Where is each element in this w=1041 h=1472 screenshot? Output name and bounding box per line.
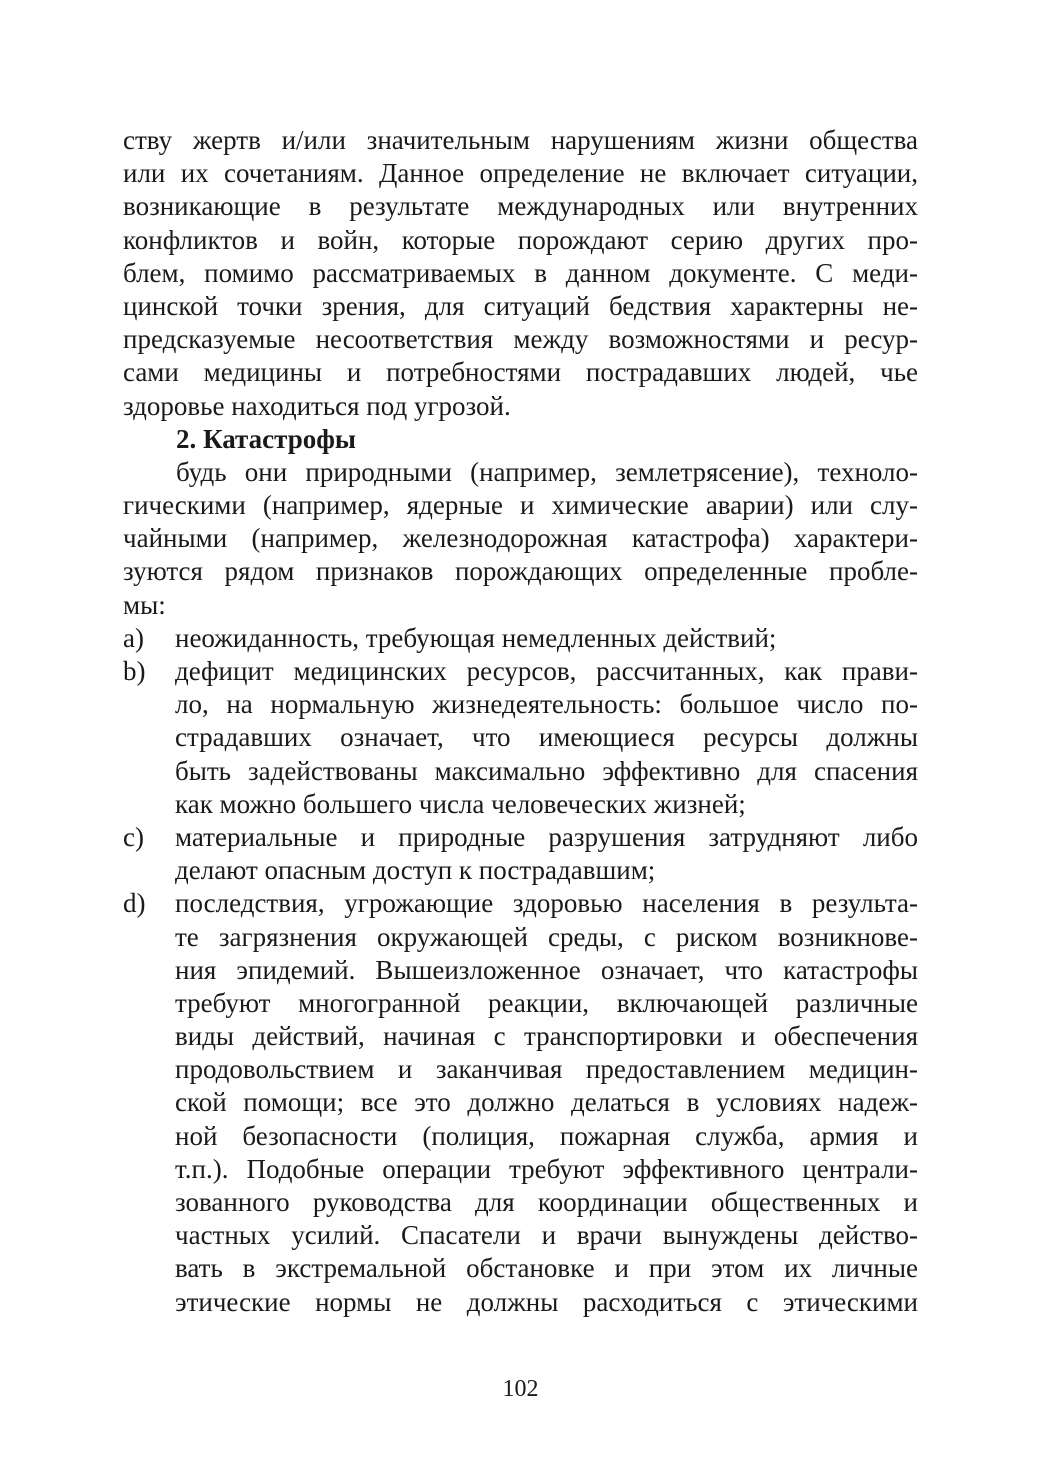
text-line: ству жертв и/или значительным нарушениям жизни общества bbox=[123, 125, 918, 155]
text-line: вать в экстремальной обстановке и при этом их личные bbox=[175, 1253, 918, 1284]
list-item-a bbox=[123, 622, 918, 655]
text-line: делают опасным доступ к пострадавшим; bbox=[175, 855, 656, 886]
text-line: продовольствием и заканчивая предоставлением медицин- bbox=[175, 1054, 918, 1085]
text-line: мы: bbox=[123, 589, 166, 620]
list-item-b bbox=[123, 655, 918, 821]
text-line: будь они природными (например, землетрясение), техноло- bbox=[176, 456, 918, 487]
text-line: быть задействованы максимально эффективно для спасения bbox=[175, 755, 918, 786]
paragraph-catastrophes bbox=[123, 456, 918, 622]
list-marker: c) bbox=[123, 821, 144, 852]
page-number: 102 bbox=[502, 1376, 539, 1402]
features-list bbox=[123, 622, 918, 1319]
list-marker: b) bbox=[123, 656, 146, 686]
text-line: конфликтов и войн, которые порождают серию других про- bbox=[123, 224, 918, 255]
text-line: возникающие в результате международных или внутренних bbox=[123, 191, 918, 222]
text-line: блем, помимо рассматриваемых в данном документе. С меди- bbox=[123, 257, 918, 288]
text-line: неожиданность, требующая немедленных действий; bbox=[175, 622, 777, 653]
list-item-d bbox=[123, 887, 918, 1318]
text-line: ния эпидемий. Вышеизложенное означает, что катастрофы bbox=[175, 954, 918, 985]
text-line: сами медицины и потребностями пострадавших людей, чье bbox=[123, 357, 918, 388]
text-line: чайными (например, железнодорожная катастрофа) характери- bbox=[123, 523, 918, 554]
page-body bbox=[123, 124, 918, 1319]
text-line: частных усилий. Спасатели и врачи вынуждены действо- bbox=[175, 1220, 918, 1251]
text-line: зованного руководства для координации общественных и bbox=[175, 1187, 918, 1217]
text-line: как можно большего числа человеческих жизней; bbox=[175, 788, 746, 819]
text-line: дефицит медицинских ресурсов, рассчитанных, как прави- bbox=[175, 656, 918, 686]
text-line: предсказуемые несоответствия между возможностями и ресур- bbox=[123, 324, 918, 355]
text-line: материальные и природные разрушения затрудняют либо bbox=[175, 821, 918, 852]
text-line: страдавших означает, что имеющиеся ресурсы должны bbox=[175, 722, 918, 753]
paragraph-continued bbox=[123, 124, 918, 423]
text-line: требуют многогранной реакции, включающей различные bbox=[175, 987, 918, 1018]
list-item-text bbox=[175, 622, 918, 655]
text-line: здоровье находиться под угрозой. bbox=[123, 390, 511, 421]
text-line: виды действий, начиная с транспортировки и обеспечения bbox=[175, 1021, 918, 1052]
list-item-text bbox=[175, 887, 918, 1318]
list-marker: d) bbox=[123, 888, 146, 919]
list-item-c bbox=[123, 821, 918, 887]
text-line: ной безопасности (полиция, пожарная служба, армия и bbox=[175, 1120, 918, 1151]
list-item-text bbox=[175, 655, 918, 821]
text-line: т.п.). Подобные операции требуют эффективного централи- bbox=[175, 1153, 918, 1184]
text-line: ло, на нормальную жизнедеятельность: большое число по- bbox=[175, 689, 918, 720]
section-heading: 2. Катастрофы bbox=[176, 423, 356, 454]
text-line: зуются рядом признаков порождающих определенные пробле- bbox=[123, 556, 918, 587]
list-item-text bbox=[175, 821, 918, 887]
text-line: те загрязнения окружающей среды, с риском возникнове- bbox=[175, 921, 918, 952]
text-line: или их сочетаниям. Данное определение не включает ситуации, bbox=[123, 158, 918, 189]
text-line: цинской точки зрения, для ситуаций бедствия характерны не- bbox=[123, 290, 918, 321]
list-marker: a) bbox=[123, 622, 144, 653]
text-line: гическими (например, ядерные и химические аварии) или слу- bbox=[123, 490, 918, 521]
text-line: ской помощи; все это должно делаться в условиях надеж- bbox=[175, 1087, 918, 1118]
text-line: этические нормы не должны расходиться с этическими bbox=[175, 1286, 918, 1317]
text-line: последствия, угрожающие здоровью населения в результа- bbox=[175, 888, 918, 919]
